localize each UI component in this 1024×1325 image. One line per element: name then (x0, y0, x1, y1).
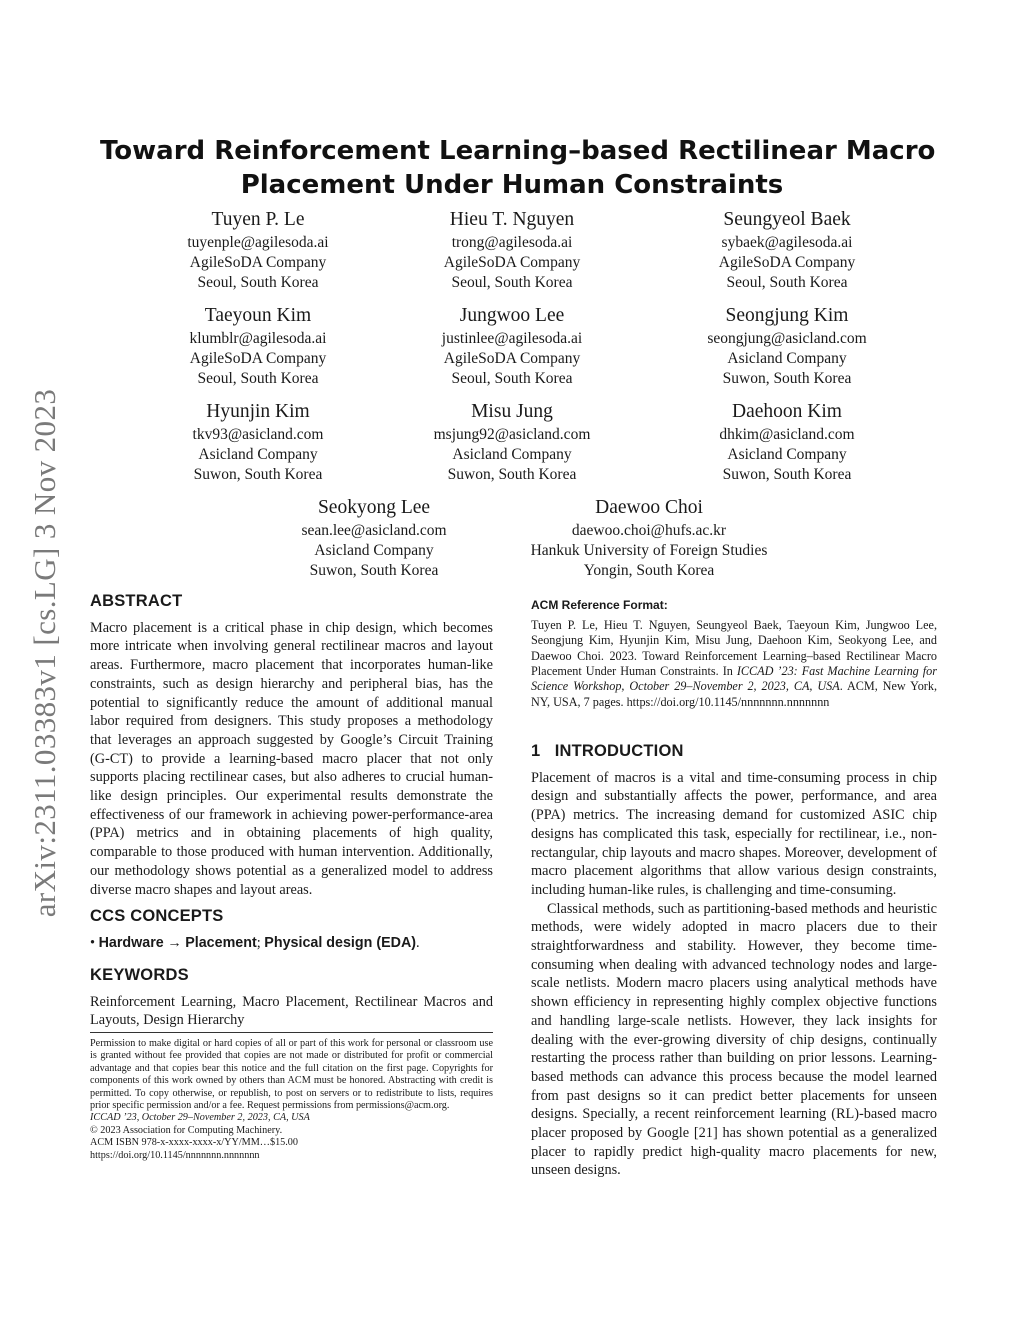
author-email: klumblr@agilesoda.ai (189, 330, 327, 347)
permission-notice (90, 1038, 493, 1162)
author-name: Seokyong Lee (317, 497, 431, 518)
author-location: Suwon, South Korea (193, 466, 323, 483)
author-location: Yongin, South Korea (583, 562, 715, 579)
author-affiliation: Hankuk University of Foreign Studies (530, 542, 768, 559)
author-email: trong@agilesoda.ai (451, 234, 573, 251)
author-block (138, 400, 378, 485)
author-block (138, 208, 378, 293)
permission-text: Permission to make digital or hard copies of all or part of this work for personal or classroom use is granted without fee provided that copies are not made or distributed for profit or commercial advantage and that copies bear this notice and the full citation on the first page. Copyrights for components of this work owned by others than ACM must be honored. Abstracting with credit is permitted. To copy otherwise, or republish, to post on servers or to redistribute to lists, requires prior specific permission and/or a fee. Request permissions from permissions@acm.org. (90, 1038, 493, 1112)
author-name: Seongjung Kim (725, 305, 849, 326)
arxiv-identifier: arXiv:2311.03383v1 [cs.LG] 3 Nov 2023 (27, 388, 62, 918)
author-name: Daewoo Choi (595, 497, 703, 518)
author-affiliation: AgileSoDA Company (189, 350, 327, 367)
ccs-arrow: → (163, 934, 186, 951)
author-email: justinlee@agilesoda.ai (441, 330, 583, 347)
author-affiliation: AgileSoDA Company (718, 254, 856, 271)
keywords-text: Reinforcement Learning, Macro Placement, Rectilinear Macros and Layouts, Design Hierarchy (90, 993, 493, 1029)
author-affiliation: AgileSoDA Company (443, 254, 581, 271)
permission-copyright: © 2023 Association for Computing Machinery. (90, 1124, 283, 1136)
author-affiliation: Asicland Company (727, 446, 847, 463)
author-location: Seoul, South Korea (197, 274, 319, 291)
keywords-heading: KEYWORDS (90, 966, 189, 984)
abstract-text: Macro placement is a critical phase in chip design, which becomes more intricate when involving general rectilinear macros and layout areas. Furthermore, macro placement that incorporates human-like constraints, such as design hierarchy and peripheral bias, has the potential to significantly reduce the amount of additional manual labor required from designers. This study proposes a methodology that leverages an approach suggested by Google’s Circuit Training (G-CT) to provide a learning-based macro placer that not only supports placing rectilinear cases, but also adheres to crucial human-like design principles. Our experimental results demonstrate the effectiveness of our framework in achieving power-performance-area (PPA) metrics and in obtaining placements of high quality, comparable to those produced with human intervention. Additionally, our methodology shows potential as a generalized model to address diverse macro shapes and layout areas. (90, 619, 493, 898)
author-email: tuyenple@agilesoda.ai (187, 234, 329, 251)
abstract-heading: ABSTRACT (90, 592, 183, 610)
ccs-physical-design: Physical design (EDA) (264, 934, 417, 951)
introduction-heading: 1 INTRODUCTION (531, 742, 684, 760)
author-email: tkv93@asicland.com (192, 426, 324, 443)
ccs-bullet: • (90, 934, 96, 951)
ccs-separator: ; (256, 934, 265, 951)
author-email: msjung92@asicland.com (433, 426, 591, 443)
title-line-2: Placement Under Human Constraints (240, 170, 784, 200)
acm-reference-label: ACM Reference Format: (531, 598, 668, 612)
author-name: Seungyeol Baek (723, 209, 851, 230)
author-location: Suwon, South Korea (447, 466, 577, 483)
author-email: sybaek@agilesoda.ai (721, 234, 853, 251)
author-block (667, 400, 907, 485)
ccs-hardware: Hardware (98, 934, 164, 951)
acm-reference-venue: ICCAD ’23: Fast Machine Learning for Science Workshop, October 29–November 2, 2023, CA, USA (531, 663, 937, 694)
author-location: Suwon, South Korea (722, 370, 852, 387)
author-name: Hyunjin Kim (206, 401, 310, 422)
acm-reference-text (531, 618, 937, 710)
author-email: seongjung@asicland.com (707, 330, 867, 347)
abstract-section (90, 592, 493, 899)
author-affiliation: Asicland Company (314, 542, 434, 559)
author-email: sean.lee@asicland.com (301, 522, 447, 539)
author-email: dhkim@asicland.com (719, 426, 855, 443)
author-block (392, 304, 632, 389)
author-name: Daehoon Kim (732, 401, 842, 422)
intro-paragraph: Placement of macros is a vital and time-consuming process in chip design and substantially affects the power, performance, and area (PPA) metrics. The increasing demand for customized ASIC chip designs has complicated this task, especially for rectilinear, i.e., non-rectangular, chip layouts and macro shapes. Moreover, development of macro placement algorithms that allow various design constraints, including human-like rules, is challenging and time-consuming. (531, 769, 937, 898)
arxiv-sidebar (20, 352, 70, 954)
permission-isbn: ACM ISBN 978-x-xxxx-xxxx-x/YY/MM…$15.00 (90, 1137, 298, 1149)
ccs-placement: Placement (185, 934, 257, 951)
paper-title (100, 134, 936, 202)
author-name: Tuyen P. Le (211, 209, 305, 230)
author-email: daewoo.choi@hufs.ac.kr (571, 522, 727, 539)
acm-reference-part-1: Tuyen P. Le, Hieu T. Nguyen, Seungyeol Baek, Taeyoun Kim, Jungwoo Lee, Seongjung Kim, Hyunjin Kim, Misu Jung, Daehoon Kim, Seokyong Lee, and Daewoo Choi. 2023. Toward Reinforcement Learning–based Rectilinear Macro Placement Under Human Constraints. In (531, 617, 937, 678)
intro-paragraph: Classical methods, such as partitioning-based methods and heuristic methods, were widely adopted in macro placers due to their straightforwardness and stability. However, they become time-consuming when dealing with advanced technology nodes and large-scale netlists. Modern macro placers using analytical methods have shown efficiency in representing highly complex objective functions and handling large-scale netlists. However, they lack insights for dealing with the ever-growing diversity of chip designs, continually restarting the process rather than building on prior lessons. Learning-based methods can advance this process because the model learned from past designs so it can predict better placements for unseen designs. Specially, a recent reinforcement learning (RL)-based macro placer proposed by Google [21] has shown potential as a generalized placer to rapidly predict high-quality macro placements for new, unseen designs. (531, 900, 937, 1179)
author-block (392, 400, 632, 485)
keywords-section (90, 966, 493, 1030)
author-location: Seoul, South Korea (451, 370, 573, 387)
footnote-divider (90, 1032, 493, 1033)
author-location: Seoul, South Korea (726, 274, 848, 291)
author-affiliation: AgileSoDA Company (189, 254, 327, 271)
author-name: Taeyoun Kim (204, 305, 312, 326)
permission-doi: https://doi.org/10.1145/nnnnnnn.nnnnnnn (90, 1149, 260, 1161)
author-affiliation: Asicland Company (727, 350, 847, 367)
author-affiliation: Asicland Company (452, 446, 572, 463)
ccs-end: . (416, 934, 420, 951)
acm-reference (531, 596, 937, 710)
title-line-1: Toward Reinforcement Learning–based Rectilinear Macro (100, 136, 936, 166)
ccs-heading: CCS CONCEPTS (90, 907, 224, 925)
acm-reference-part-2: . ACM, New York, NY, USA, 7 pages. https://doi.org/10.1145/nnnnnnn.nnnnnnn (531, 679, 938, 709)
author-affiliation: Asicland Company (198, 446, 318, 463)
author-block (667, 208, 907, 293)
author-block (138, 304, 378, 389)
introduction-section (531, 742, 937, 1180)
ccs-section (90, 907, 493, 952)
author-block (392, 208, 632, 293)
author-name: Jungwoo Lee (459, 305, 565, 326)
ccs-concepts (90, 934, 493, 953)
author-affiliation: AgileSoDA Company (443, 350, 581, 367)
author-block (254, 496, 494, 581)
author-name: Hieu T. Nguyen (449, 209, 575, 230)
author-location: Seoul, South Korea (197, 370, 319, 387)
author-location: Suwon, South Korea (309, 562, 439, 579)
author-block (667, 304, 907, 389)
author-name: Misu Jung (471, 401, 553, 422)
permission-venue: ICCAD ’23, October 29–November 2, 2023, CA, USA (90, 1112, 310, 1124)
author-location: Suwon, South Korea (722, 466, 852, 483)
author-block (504, 496, 794, 581)
author-location: Seoul, South Korea (451, 274, 573, 291)
